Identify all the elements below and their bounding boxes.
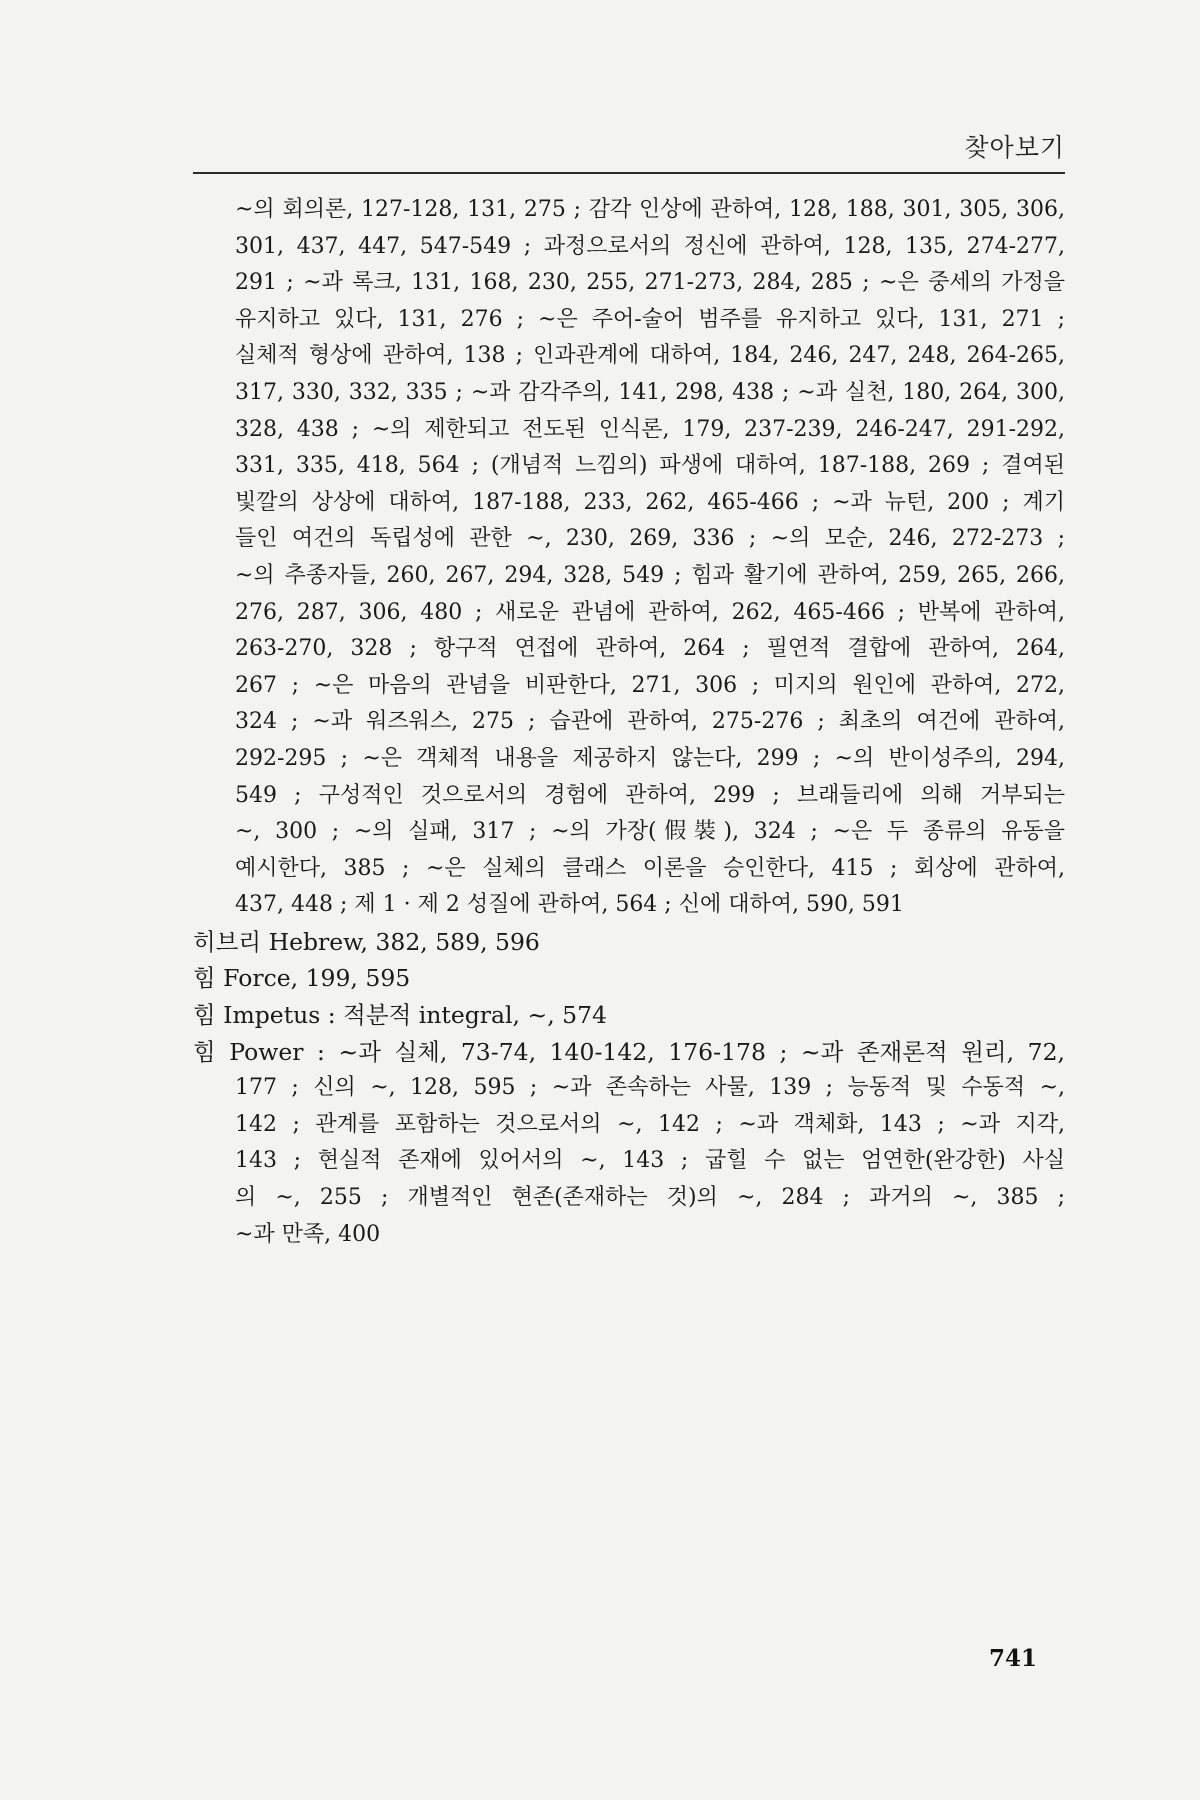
index-line: ~의 추종자들, 260, 267, 294, 328, 549 ; 힘과 활기에 관하여, 259, 265, 266,	[235, 562, 1065, 588]
page-number: 741	[988, 1645, 1037, 1672]
index-line: 143 ; 현실적 존재에 있어서의 ~, 143 ; 굽힐 수 없는 엄연한(완강한) 사실	[235, 1148, 1065, 1174]
index-line: 301, 437, 447, 547-549 ; 과정으로서의 정신에 관하여, 128, 135, 274-277,	[235, 233, 1065, 259]
index-line: 유지하고 있다, 131, 276 ; ~은 주어-술어 범주를 유지하고 있다, 131, 271 ;	[235, 306, 1065, 332]
index-line: 267 ; ~은 마음의 관념을 비판한다, 271, 306 ; 미지의 원인에 관하여, 272,	[235, 672, 1065, 698]
index-line: 263-270, 328 ; 항구적 연접에 관하여, 264 ; 필연적 결합에 관하여, 264,	[235, 636, 1065, 662]
running-head: 찾아보기	[964, 133, 1065, 162]
index-line: 실체적 형상에 관하여, 138 ; 인과관계에 대하여, 184, 246, 247, 248, 264-265,	[235, 343, 1065, 369]
index-line: 437, 448 ; 제 1 · 제 2 성질에 관하여, 564 ; 신에 대하여, 590, 591	[235, 892, 904, 918]
index-entry-power: 힘 Power : ~과 실체, 73-74, 140-142, 176-178 ; ~과 존재론적 원리, 72,	[193, 1037, 1065, 1066]
index-entry-force: 힘 Force, 199, 595	[193, 964, 411, 993]
index-line: ~과 만족, 400	[235, 1221, 381, 1247]
index-line: 324 ; ~과 워즈워스, 275 ; 습관에 관하여, 275-276 ; 최초의 여건에 관하여,	[235, 709, 1065, 735]
index-entry-hebrew: 히브리 Hebrew, 382, 589, 596	[193, 927, 540, 956]
index-line: 276, 287, 306, 480 ; 새로운 관념에 관하여, 262, 465-466 ; 반복에 관하여,	[235, 599, 1065, 625]
index-line: 빛깔의 상상에 대하여, 187-188, 233, 262, 465-466 ; ~과 뉴턴, 200 ; 계기	[235, 489, 1065, 515]
index-line: 들인 여건의 독립성에 관한 ~, 230, 269, 336 ; ~의 모순, 246, 272-273 ;	[235, 526, 1065, 552]
index-line: ~, 300 ; ~의 실패, 317 ; ~의 가장(假裝), 324 ; ~은 두 종류의 유동을	[235, 819, 1065, 845]
index-line: 328, 438 ; ~의 제한되고 전도된 인식론, 179, 237-239, 246-247, 291-292,	[235, 416, 1065, 442]
index-line: 317, 330, 332, 335 ; ~과 감각주의, 141, 298, 438 ; ~과 실천, 180, 264, 300,	[235, 379, 1065, 405]
index-line: 177 ; 신의 ~, 128, 595 ; ~과 존속하는 사물, 139 ; 능동적 및 수동적 ~,	[235, 1075, 1065, 1101]
index-line: ~의 회의론, 127-128, 131, 275 ; 감각 인상에 관하여, 128, 188, 301, 305, 306,	[235, 197, 1065, 222]
index-line: 292-295 ; ~은 객체적 내용을 제공하지 않는다, 299 ; ~의 반이성주의, 294,	[235, 745, 1065, 771]
index-entry-impetus: 힘 Impetus : 적분적 integral, ~, 574	[193, 1001, 607, 1030]
index-line: 291 ; ~과 록크, 131, 168, 230, 255, 271-273, 284, 285 ; ~은 중세의 가정을	[235, 270, 1065, 296]
index-line: 331, 335, 418, 564 ; (개념적 느낌의) 파생에 대하여, 187-188, 269 ; 결여된	[235, 453, 1065, 479]
index-line: 예시한다, 385 ; ~은 실체의 클래스 이론을 승인한다, 415 ; 회상에 관하여,	[235, 855, 1065, 881]
header-rule	[193, 172, 1065, 174]
index-line: 549 ; 구성적인 것으로서의 경험에 관하여, 299 ; 브래들리에 의해 거부되는	[235, 782, 1065, 808]
index-line: 142 ; 관계를 포함하는 것으로서의 ~, 142 ; ~과 객체화, 143 ; ~과 지각,	[235, 1111, 1065, 1137]
index-line: 의 ~, 255 ; 개별적인 현존(존재하는 것)의 ~, 284 ; 과거의 ~, 385 ;	[235, 1185, 1065, 1211]
index-entries	[193, 192, 1065, 1253]
